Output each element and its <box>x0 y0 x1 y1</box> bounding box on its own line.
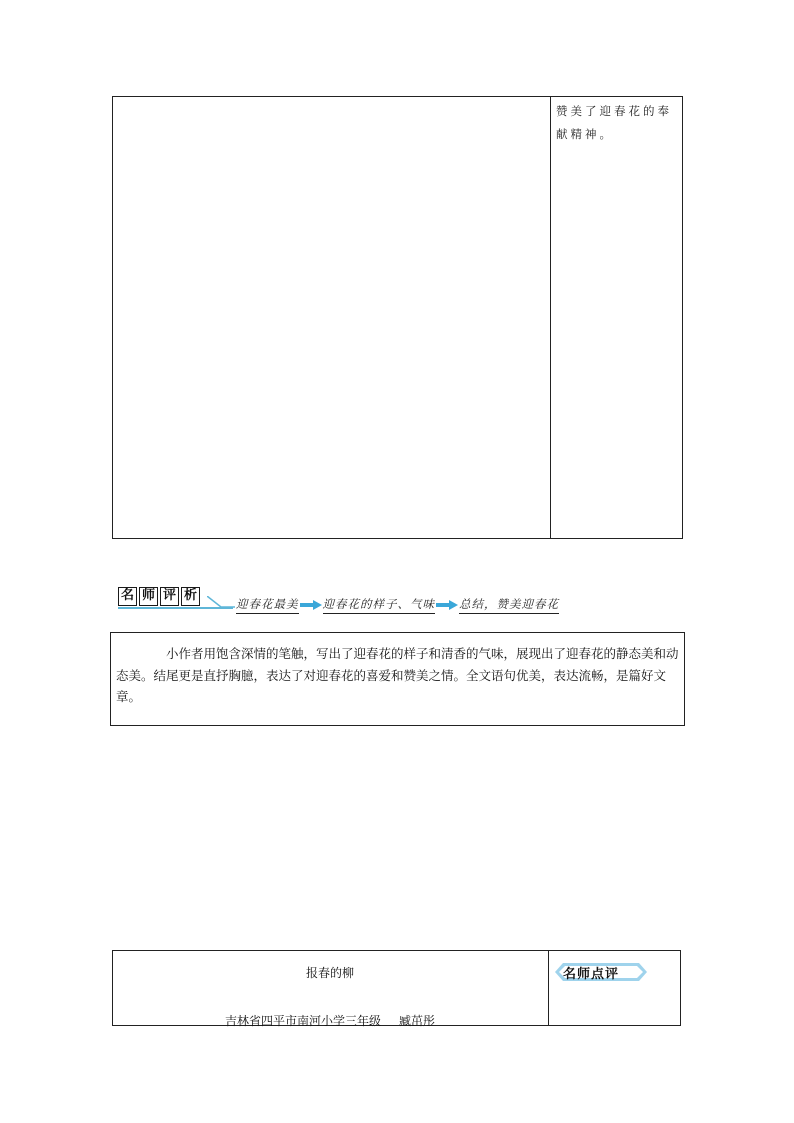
teacher-review-badge: 名师点评 <box>563 967 620 982</box>
table-column-divider <box>550 96 551 539</box>
header-char: 名 <box>118 587 137 606</box>
essay-author <box>112 1012 548 1029</box>
flow-step-3: 总结，赞美迎春花 <box>459 596 559 614</box>
essay-table-top <box>112 96 683 539</box>
structure-flow <box>236 597 559 613</box>
flow-step-2: 迎春花的样子、气味 <box>323 596 436 614</box>
header-tail-decoration <box>207 596 235 608</box>
arrow-right-icon <box>436 600 458 610</box>
author-name: 臧茁彤 <box>399 1014 436 1028</box>
analysis-header <box>118 584 202 606</box>
flow-step-1: 迎春花最美 <box>236 596 299 614</box>
header-char: 师 <box>139 587 158 606</box>
arrow-right-icon <box>300 600 322 610</box>
essay-title: 报春的柳 <box>305 966 354 980</box>
author-school: 吉林省四平市南河小学三年级 <box>224 1014 381 1028</box>
header-char: 析 <box>181 587 200 606</box>
table-column-divider <box>548 950 549 1026</box>
side-note: 赞美了迎春花的奉献精神。 <box>556 104 672 141</box>
teacher-comment-text: 小作者用饱含深情的笔触，写出了迎春花的样子和清香的气味，展现出了迎春花的静态美和动态美。结尾更是直抒胸臆，表达了对迎春花的喜爱和赞美之情。全文语句优美，表达流畅，是篇好文章。 <box>116 646 679 704</box>
header-char: 评 <box>160 587 179 606</box>
